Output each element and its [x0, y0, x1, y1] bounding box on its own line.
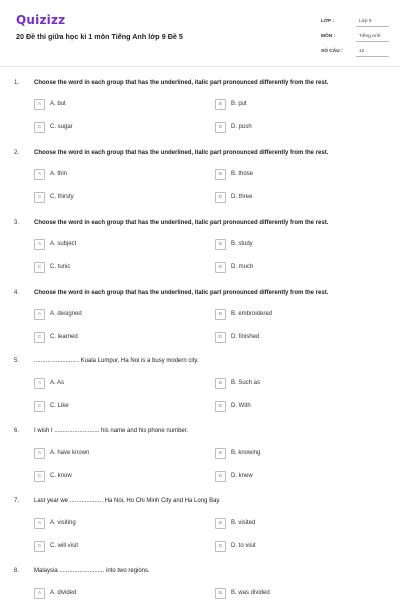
- option-text: C. tunic: [50, 264, 71, 270]
- option-text: D. push: [231, 124, 252, 130]
- option-letter-box: B: [215, 239, 226, 250]
- option-text: D. knew: [231, 473, 253, 479]
- option-c[interactable]: [34, 191, 74, 203]
- option-text: D. much: [231, 264, 254, 270]
- option-text: C. thirsty: [50, 194, 74, 200]
- option-text: D. finished: [231, 334, 260, 340]
- option-text: B. Such as: [231, 380, 261, 386]
- option-text: C. sugar: [50, 124, 73, 130]
- option-letter-box: D: [215, 401, 226, 412]
- question-number: 1.: [14, 80, 20, 86]
- meta-label: MÔN :: [321, 34, 336, 39]
- question-text: ........................... Kuala Lumpur, Ha Noi is a busy modern city.: [34, 358, 199, 364]
- meta-value: Lớp 9: [356, 17, 389, 27]
- option-text: B. knowing: [231, 450, 261, 456]
- question-text: Choose the word in each group that has the underlined, italic part pronounced differently from the rest.: [34, 80, 329, 86]
- option-d[interactable]: [215, 540, 256, 552]
- option-text: A. designed: [50, 311, 82, 317]
- option-letter-box: D: [215, 192, 226, 203]
- option-c[interactable]: [34, 400, 69, 412]
- question-number: 2.: [14, 150, 20, 156]
- option-letter-box: C: [34, 332, 45, 343]
- option-c[interactable]: [34, 540, 78, 552]
- option-letter-box: A: [34, 239, 45, 250]
- option-letter-box: B: [215, 448, 226, 459]
- option-letter-box: A: [34, 518, 45, 529]
- option-text: A. but: [50, 101, 66, 107]
- option-d[interactable]: [215, 331, 259, 343]
- option-letter-box: C: [34, 401, 45, 412]
- option-text: B. visited: [231, 520, 256, 526]
- meta-value: 12: [356, 47, 389, 57]
- option-text: A. divided: [50, 590, 77, 596]
- option-d[interactable]: [215, 470, 253, 482]
- option-letter-box: B: [215, 309, 226, 320]
- option-d[interactable]: [215, 400, 251, 412]
- option-letter-box: C: [34, 122, 45, 133]
- option-letter-box: D: [215, 471, 226, 482]
- option-letter-box: B: [215, 378, 226, 389]
- option-text: B. study: [231, 241, 253, 247]
- option-d[interactable]: [215, 261, 253, 273]
- meta-label: SỐ CÂU :: [321, 49, 343, 54]
- option-text: C. Like: [50, 403, 69, 409]
- option-a[interactable]: [34, 168, 67, 180]
- option-text: A. As: [50, 380, 65, 386]
- option-b[interactable]: [215, 377, 260, 389]
- meta-row-class: [321, 14, 389, 29]
- question-text: I wish I ........................... his name and his phone number.: [34, 428, 189, 434]
- option-c[interactable]: [34, 121, 73, 133]
- option-b[interactable]: [215, 587, 270, 599]
- option-letter-box: B: [215, 588, 226, 599]
- option-c[interactable]: [34, 261, 70, 273]
- header-divider: [0, 66, 400, 67]
- question-number: 6.: [14, 428, 20, 434]
- option-letter-box: B: [215, 518, 226, 529]
- option-letter-box: A: [34, 169, 45, 180]
- option-d[interactable]: [215, 191, 252, 203]
- question-text: Choose the word in each group that has the underlined, italic part pronounced differently from the rest.: [34, 150, 329, 156]
- question-number: 5.: [14, 358, 20, 364]
- option-text: A. thin: [50, 171, 68, 177]
- option-text: C. will visit: [50, 543, 78, 549]
- option-text: A. have known: [50, 450, 90, 456]
- option-d[interactable]: [215, 121, 252, 133]
- option-letter-box: C: [34, 471, 45, 482]
- option-letter-box: A: [34, 588, 45, 599]
- option-b[interactable]: [215, 308, 272, 320]
- option-text: D. to visit: [231, 543, 256, 549]
- option-text: A. subject: [50, 241, 77, 247]
- option-a[interactable]: [34, 447, 89, 459]
- option-letter-box: A: [34, 309, 45, 320]
- option-text: D. three: [231, 194, 253, 200]
- meta-value: Tiếng Anh: [356, 32, 389, 42]
- option-c[interactable]: [34, 470, 72, 482]
- option-letter-box: A: [34, 99, 45, 110]
- option-letter-box: A: [34, 448, 45, 459]
- quizizz-logo: Quizizz: [16, 13, 66, 27]
- option-text: C. learned: [50, 334, 78, 340]
- worksheet-meta: [321, 14, 389, 59]
- worksheet-header: [0, 0, 400, 64]
- option-text: D. With: [231, 403, 251, 409]
- option-letter-box: B: [215, 169, 226, 180]
- option-letter-box: C: [34, 262, 45, 273]
- option-a[interactable]: [34, 238, 76, 250]
- meta-row-subject: [321, 29, 389, 44]
- option-c[interactable]: [34, 331, 78, 343]
- option-letter-box: C: [34, 192, 45, 203]
- question-number: 7.: [14, 498, 20, 504]
- option-b[interactable]: [215, 447, 260, 459]
- question-text: Choose the word in each group that has the underlined, italic part pronounced differently from the rest.: [34, 290, 329, 296]
- option-letter-box: D: [215, 332, 226, 343]
- option-text: B. those: [231, 171, 254, 177]
- option-letter-box: D: [215, 541, 226, 552]
- option-b[interactable]: [215, 517, 255, 529]
- option-text: B. put: [231, 101, 247, 107]
- question-number: 4.: [14, 290, 20, 296]
- question-text: Choose the word in each group that has the underlined, italic part pronounced differently from the rest.: [34, 220, 329, 226]
- question-text: Malaysia ........................... into two regions.: [34, 568, 150, 574]
- option-text: B. embroidered: [231, 311, 273, 317]
- option-a[interactable]: [34, 308, 82, 320]
- question-number: 8.: [14, 568, 20, 574]
- option-letter-box: D: [215, 122, 226, 133]
- option-letter-box: B: [215, 99, 226, 110]
- option-a[interactable]: [34, 377, 64, 389]
- meta-label: LỚP :: [321, 19, 335, 24]
- option-a[interactable]: [34, 587, 76, 599]
- option-letter-box: C: [34, 541, 45, 552]
- option-b[interactable]: [215, 168, 253, 180]
- option-text: C. know: [50, 473, 72, 479]
- option-b[interactable]: [215, 238, 253, 250]
- page-title: 20 Đề thi giữa học kì 1 môn Tiếng Anh lớp 9 Đề 5: [16, 32, 183, 41]
- option-letter-box: D: [215, 262, 226, 273]
- option-letter-box: A: [34, 378, 45, 389]
- meta-row-question-count: [321, 44, 389, 59]
- question-text: Last year we .................... Ha Noi, Ho Chi Minh City and Ha Long Bay.: [34, 498, 221, 504]
- option-text: B. was divided: [231, 590, 270, 596]
- option-b[interactable]: [215, 98, 247, 110]
- question-number: 3.: [14, 220, 20, 226]
- option-a[interactable]: [34, 517, 76, 529]
- option-a[interactable]: [34, 98, 66, 110]
- option-text: A. visiting: [50, 520, 76, 526]
